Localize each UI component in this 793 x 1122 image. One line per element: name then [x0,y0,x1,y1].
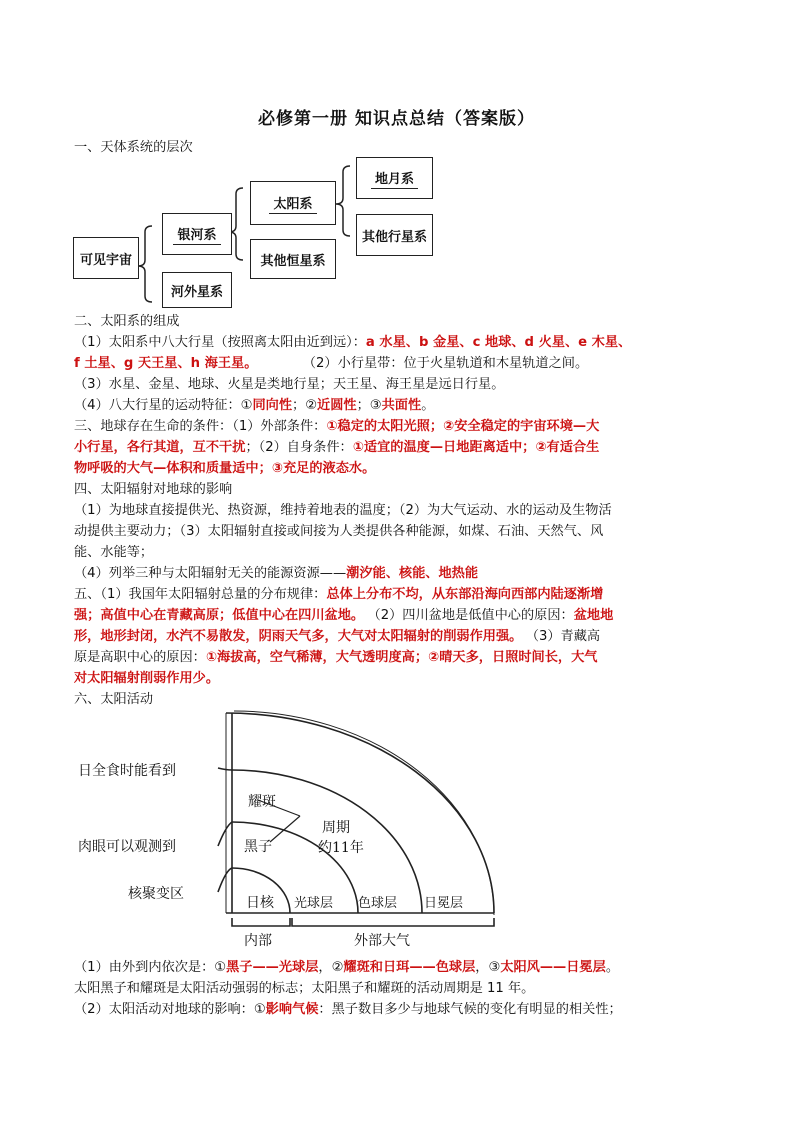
answer: 总体上分布不均，从东部沿海向西部内陆逐渐增 [326,587,604,602]
answer: 潮汐能、核能、地热能 [346,566,479,581]
answer: 小行星，各行其道，互不干扰 [74,440,246,455]
text: ，③ [475,960,501,975]
label-naked-eye: 肉眼可以观测到 [78,839,176,855]
s4-line-1: （1）为地球直接提供光、热资源，维持着地表的温度；（2）为大气运动、水的运动及生物活 [74,503,612,518]
box-label: 太阳系 [269,193,316,214]
answer: 耀斑和日珥——色球层 [343,960,476,975]
s4-line-3: 能、水能等； [74,545,154,560]
section-2-heading: 二、太阳系的组成 [74,314,180,329]
label-chromosphere: 色球层 [358,896,398,911]
answer: a 水星、b 金星、c 地球、d 火星、e 木星、 [365,335,632,350]
box-label: 河外星系 [170,284,223,300]
label-sunspot: 黑子 [244,839,272,855]
text: （2）小行星带：位于火星轨道和木星轨道之间。 [309,356,589,371]
text: 五、（1）我国年太阳辐射总量的分布规律： [74,587,327,602]
text: 。 [421,398,435,413]
label-cycle-2: 约11年 [318,840,364,856]
text: （2）四川盆地是低值中心的原因： [374,608,574,623]
answer: 强；高值中心在青藏高原；低值中心在四川盆地。 [74,608,365,623]
box-label: 地月系 [371,168,418,189]
s6-line-3 [74,999,728,1020]
label-photosphere: 光球层 [294,896,334,911]
text: ，② [318,960,344,975]
label-outer-atmosphere: 外部大气 [354,933,410,949]
document-title: 必修第一册 知识点总结（答案版） [258,109,535,129]
label-eclipse-visible: 日全食时能看到 [78,763,176,779]
answer: 影响气候 [265,1002,319,1017]
answer: 太阳风——日冕层 [500,960,606,975]
text: 三、地球存在生命的条件：（1）外部条件： [74,419,327,434]
answer: 盆地地 [573,608,614,623]
s2-line-3: （3）水星、金星、地球、火星是类地行星；天王星、海王星是远日行星。 [74,377,505,392]
answer: ①适宜的温度—日地距离适中；②有适合生 [352,440,600,455]
text: （4）八大行星的运动特征：① [74,398,253,413]
box-label: 可见宇宙 [79,252,132,268]
text: ；② [292,398,318,413]
answer: f 土星、g 天王星、h 海王星。 [74,356,258,371]
label-core: 日核 [246,895,274,911]
s5-line-5: 对太阳辐射削弱作用少。 [74,671,220,686]
label-interior: 内部 [244,933,272,949]
box-label: 银河系 [173,224,220,245]
text: ；③ [356,398,382,413]
answer: ①稳定的太阳光照；②安全稳定的宇宙环境—大 [326,419,600,434]
text: （3）青藏高 [532,629,601,644]
text: （2）太阳活动对地球的影响：① [74,1002,266,1017]
label-corona: 日冕层 [424,896,464,911]
section-1-heading: 一、天体系统的层次 [74,140,193,155]
text: 。 [605,960,619,975]
box-label: 其他行星系 [361,229,427,245]
s6-line-1 [74,957,728,978]
answer: 共面性 [381,398,422,413]
text: 原是高职中心的原因： [74,650,206,665]
answer: 黑子——光球层 [226,960,319,975]
text: ：黑子数目多少与地球气候的变化有明显的相关性； [318,1002,622,1017]
label-cycle-1: 周期 [322,820,350,836]
answer: 同向性 [252,398,293,413]
answer: ①海拔高，空气稀薄，大气透明度高；②晴天多，日照时间长，大气 [205,650,598,665]
label-flare: 耀斑 [248,794,276,810]
answer: 形，地形封闭，水汽不易散发，阴雨天气多，大气对太阳辐射的削弱作用强。 [74,629,523,644]
section-6-heading: 六、太阳活动 [74,692,154,707]
text: ；（2）自身条件： [245,440,353,455]
answer: 近圆性 [317,398,357,413]
box-label: 其他恒星系 [260,253,326,269]
text: （1）太阳系中八大行星（按照离太阳由近到远）： [74,335,366,350]
text: （4）列举三种与太阳辐射无关的能源资源—— [74,566,347,581]
label-fusion-zone: 核聚变区 [128,886,184,902]
text: （1）由外到内依次是：① [74,960,227,975]
section-4-heading: 四、太阳辐射对地球的影响 [74,482,233,497]
s6-line-2: 太阳黑子和耀斑是太阳活动强弱的标志；太阳黑子和耀斑的活动周期是 11 年。 [74,981,535,996]
s3-line-3: 物呼吸的大气—体积和质量适中；③充足的液态水。 [74,461,376,476]
s4-line-2: 动提供主要动力；（3）太阳辐射直接或间接为人类提供各种能源，如煤、石油、天然气、风 [74,524,604,539]
